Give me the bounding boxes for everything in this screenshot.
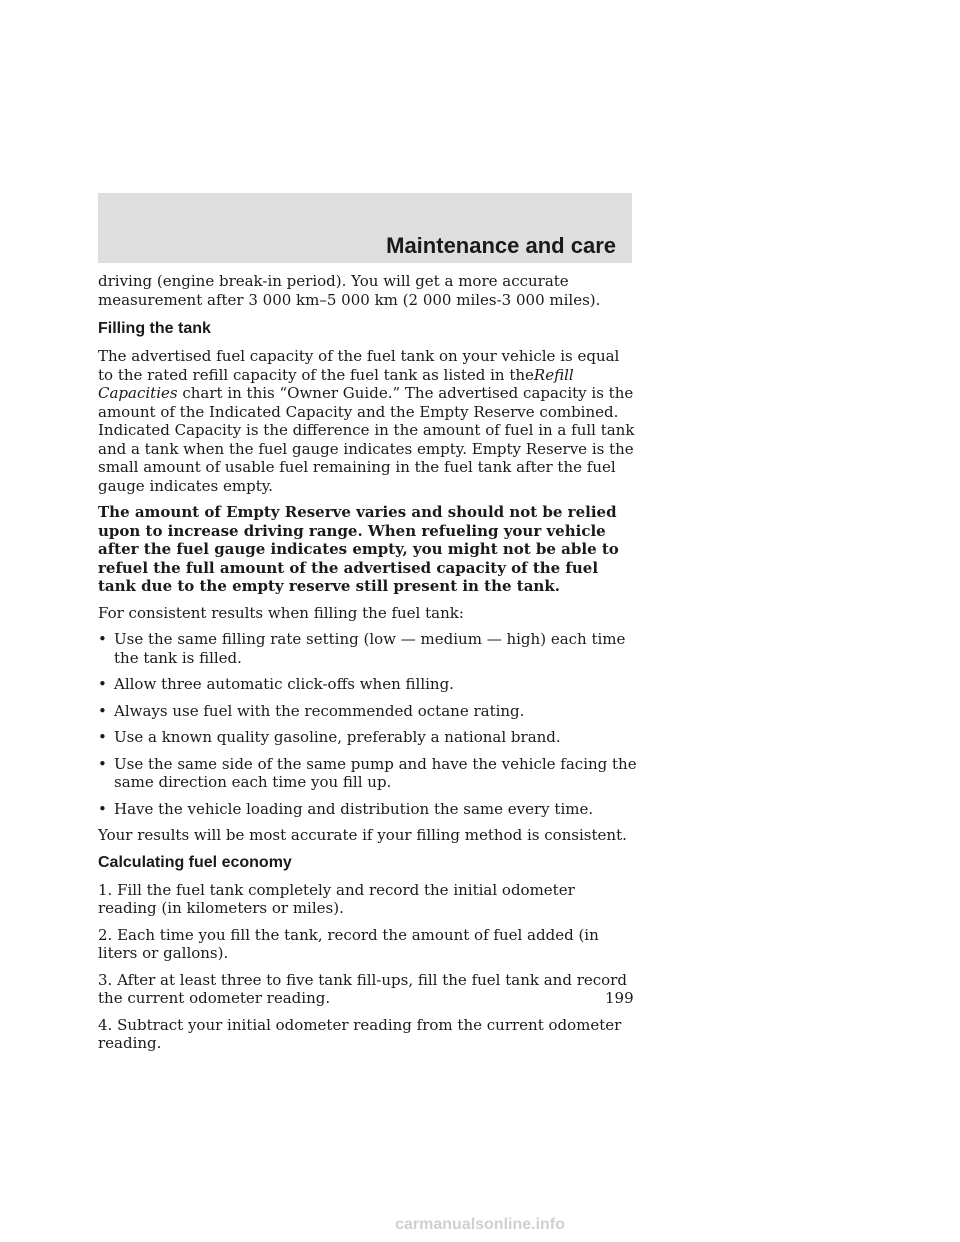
closing-paragraph: Your results will be most accurate if your filling method is consistent. [98,826,627,844]
bullet-icon: • [98,701,107,720]
bullet-icon: • [98,799,107,818]
list-item [98,675,638,694]
page-content [98,272,638,1061]
refill-capacities-reference: Refill Capacities [98,365,574,402]
step-paragraph: 4. Subtract your initial odometer reading from the current odometer reading. [98,1015,622,1052]
bullet-icon: • [98,675,107,693]
bullet-icon: • [98,728,107,746]
economy-heading: Calculating fuel economy [98,853,292,871]
intro-paragraph: driving (engine break-in period). You will get a more accurate measurement after 3 000 km–5 000 km (2 000 miles-3 000 miles). [98,272,601,309]
list-item-text: Always use fuel with the recommended octane rating. [114,701,525,720]
step-paragraph: 1. Fill the fuel tank completely and record the initial odometer reading (in kilometers or miles). [98,880,575,917]
list-item-text: Use the same filling rate setting (low — medium — high) each time the tank is filled. [114,630,626,667]
list-item [98,630,638,667]
list-item-text: Use the same side of the same pump and have the vehicle facing the same direction each time you fill up. [114,754,637,791]
empty-reserve-warning: The amount of Empty Reserve varies and should not be relied upon to increase driving range. When refueling your vehicle after the fuel gauge indicates empty, you might not be able to refuel the full amount of the advertised capacity of the fuel tank due to the empty reserve still present in the tank. [98,503,619,595]
fuel-capacity-paragraph [98,347,638,495]
list-item [98,728,638,747]
section-header-band [98,193,632,263]
page-number: 199 [605,989,634,1007]
watermark-text: carmanualsonline.info [395,1216,565,1233]
list-item-text: Use a known quality gasoline, preferably a national brand. [114,728,561,746]
section-title: Maintenance and care [386,233,616,258]
list-item-text: Allow three automatic click-offs when filling. [114,675,454,693]
list-item [98,800,638,819]
filling-tips-list [98,630,638,818]
list-intro: For consistent results when filling the fuel tank: [98,603,464,622]
bullet-icon: • [98,630,107,648]
list-item-text: Have the vehicle loading and distribution the same every time. [114,799,594,818]
list-item [98,702,638,721]
fuel-capacity-text-start: The advertised fuel capacity of the fuel tank on your vehicle is equal to the rated refill capacity of the fuel tank as listed in the [98,347,620,384]
bullet-icon: • [98,754,107,773]
filling-heading: Filling the tank [98,320,211,337]
step-paragraph: 3. After at least three to five tank fill-ups, fill the fuel tank and record the current odometer reading. [98,970,627,1007]
fuel-capacity-text-end: chart in this “Owner Guide.” The advertised capacity is the amount of the Indicated Capacity and the Empty Reserve combined. Indicated Capacity is the difference in the amount of fuel in a full tank and a tank when the fuel gauge indicates empty. Empty Reserve is the small amount of usable fuel remaining in the fuel tank after the fuel gauge indicates empty. [98,384,635,495]
list-item [98,755,638,792]
step-paragraph: 2. Each time you fill the tank, record the amount of fuel added (in liters or gallons). [98,925,599,962]
